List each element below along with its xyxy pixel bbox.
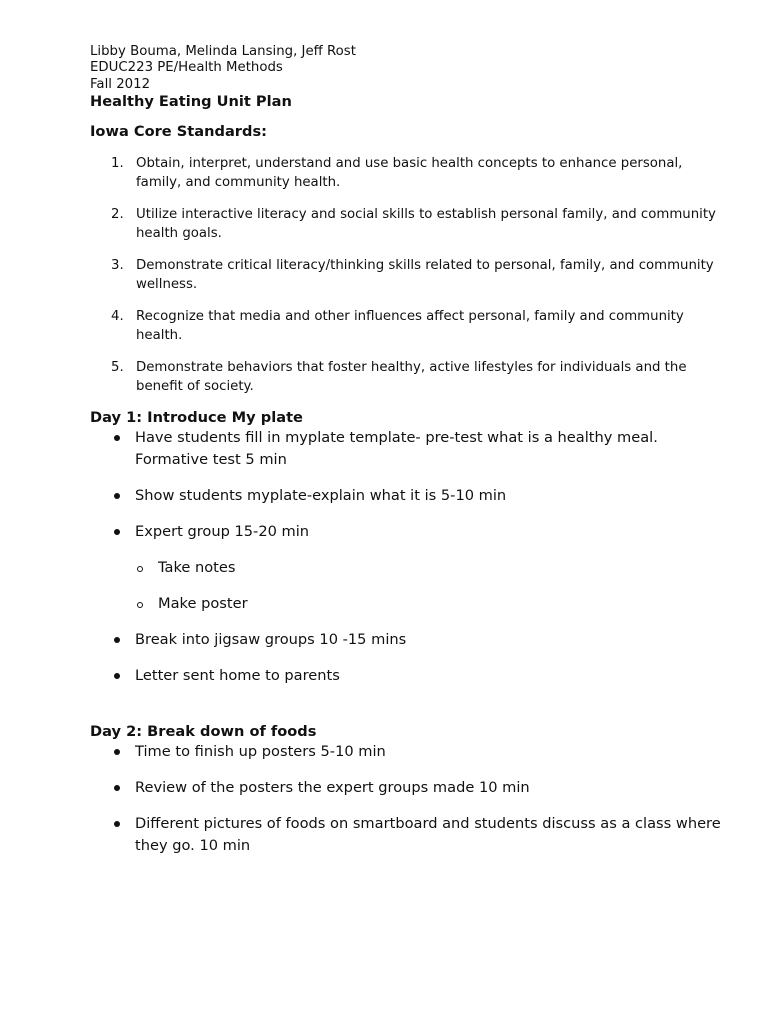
list-item (90, 665, 730, 687)
list-item-text: Time to finish up posters 5-10 min (135, 743, 386, 761)
standard-number: 5. (111, 360, 124, 376)
day1-list-continued (90, 629, 730, 687)
list-item-text: Break into jigsaw groups 10 -15 mins (135, 630, 407, 648)
bullet-icon (114, 673, 120, 679)
list-item-text: Have students fill in myplate template- pre-test what is a healthy meal. Formative test 5 min (135, 429, 658, 468)
bullet-icon (114, 493, 120, 499)
day1-list (90, 427, 730, 542)
bullet-icon (114, 785, 120, 791)
list-item-text: Expert group 15-20 min (135, 522, 310, 540)
standard-item (90, 358, 730, 396)
day1-heading: Day 1: Introduce My plate (90, 409, 303, 427)
standard-number: 2. (111, 207, 124, 223)
sub-list-item-text: Make poster (158, 594, 248, 612)
standard-item (90, 154, 730, 192)
standard-text: Utilize interactive literacy and social skills to establish personal family, and community health goals. (136, 207, 716, 242)
standard-number: 1. (111, 156, 124, 172)
bullet-icon (114, 435, 120, 441)
bullet-icon (114, 637, 120, 643)
authors-line: Libby Bouma, Melinda Lansing, Jeff Rost (90, 44, 356, 59)
document-title: Healthy Eating Unit Plan (90, 93, 292, 111)
hollow-bullet-icon (137, 602, 143, 608)
hollow-bullet-icon (137, 566, 143, 572)
bullet-icon (114, 821, 120, 827)
list-item (90, 813, 730, 856)
sub-list-item-text: Take notes (158, 558, 236, 576)
term-line: Fall 2012 (90, 76, 151, 92)
document-page (90, 44, 730, 871)
bullet-icon (114, 749, 120, 755)
list-item-text: Different pictures of foods on smartboard and students discuss as a class where they go. 10 min (135, 815, 721, 854)
bullet-icon (114, 529, 120, 535)
day1-sublist (90, 557, 730, 615)
standard-text: Obtain, interpret, understand and use basic health concepts to enhance personal, family, and community health. (136, 156, 683, 191)
list-item (90, 629, 730, 651)
list-item (90, 485, 730, 507)
standard-text: Recognize that media and other influences affect personal, family and community health. (136, 309, 684, 344)
sub-list-item (90, 557, 730, 579)
standards-heading: Iowa Core Standards: (90, 123, 267, 141)
standards-list (90, 154, 730, 396)
list-item (90, 427, 730, 470)
day2-list (90, 741, 730, 856)
list-item-text: Review of the posters the expert groups made 10 min (135, 779, 530, 797)
list-item (90, 741, 730, 763)
list-item-text: Letter sent home to parents (135, 666, 340, 684)
standard-item (90, 307, 730, 345)
course-line: EDUC223 PE/Health Methods (90, 60, 283, 76)
standard-item (90, 205, 730, 243)
standard-text: Demonstrate behaviors that foster healthy, active lifestyles for individuals and the benefit of society. (136, 360, 687, 395)
list-item (90, 777, 730, 799)
standard-text: Demonstrate critical literacy/thinking skills related to personal, family, and community wellness. (136, 258, 714, 293)
standard-number: 3. (111, 258, 124, 274)
standard-number: 4. (111, 309, 124, 325)
day2-heading: Day 2: Break down of foods (90, 723, 317, 741)
standard-item (90, 256, 730, 294)
list-item-text: Show students myplate-explain what it is 5-10 min (135, 486, 507, 504)
sub-list-item (90, 593, 730, 615)
list-item (90, 521, 730, 543)
